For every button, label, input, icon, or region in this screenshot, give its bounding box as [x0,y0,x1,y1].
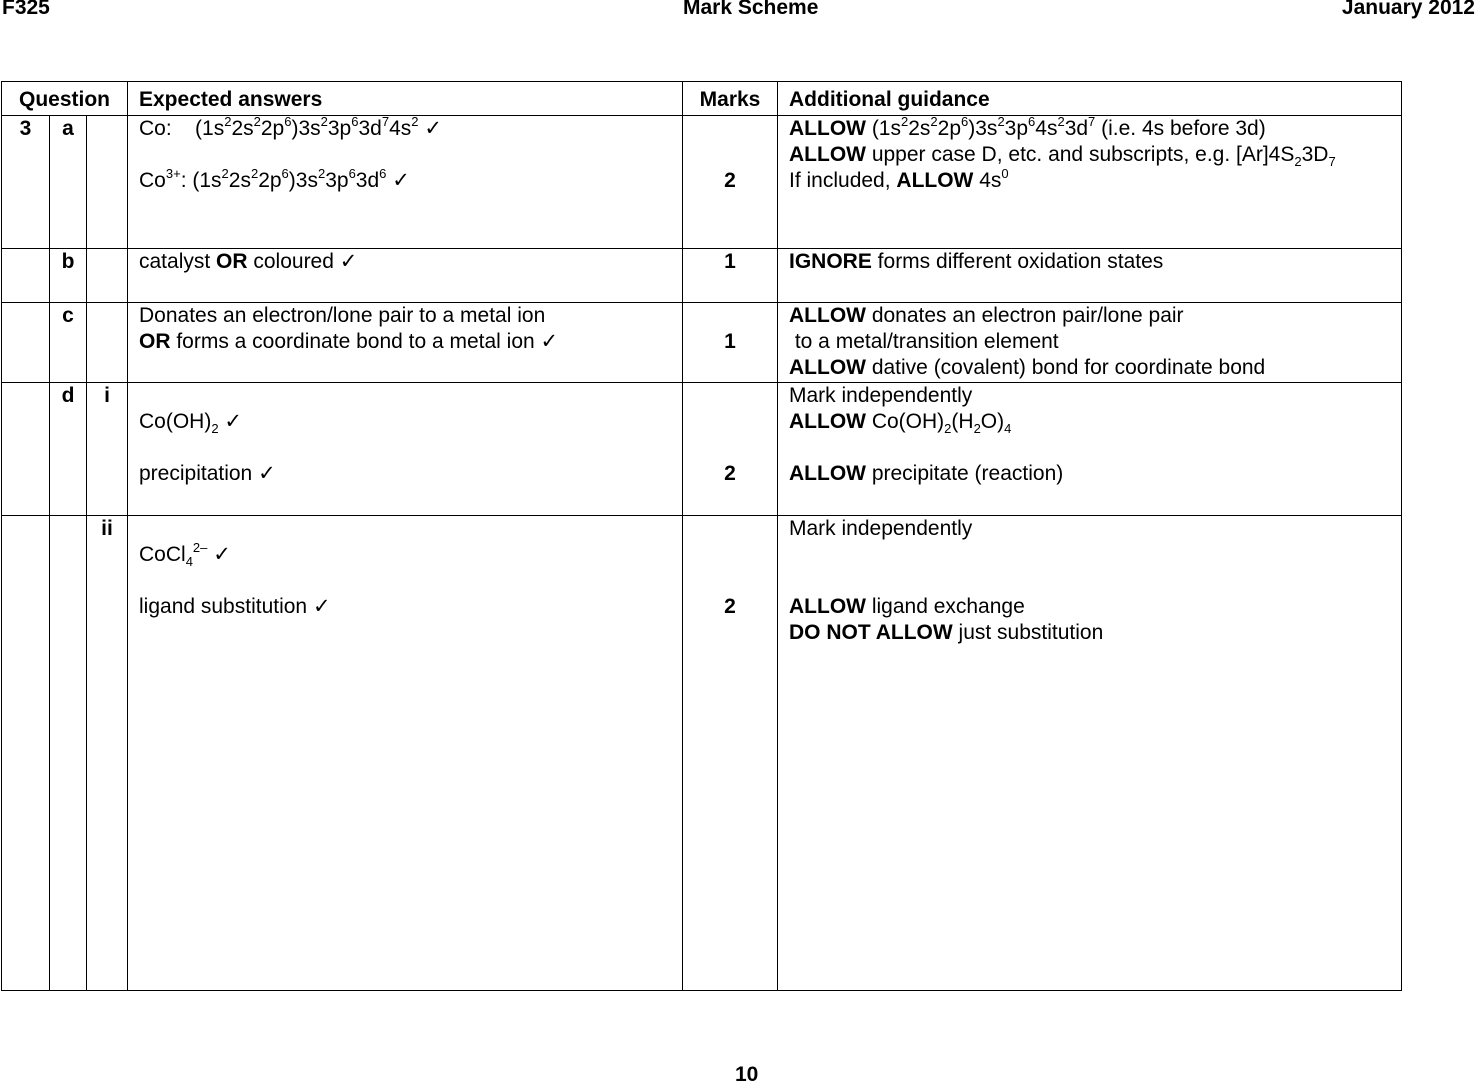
expected-answer: Donates an electron/lone pair to a metal ion OR forms a coordinate bond to a metal ion ✓ [128,303,683,383]
co3-configuration: $Co^{3+}$: $(1s^22s^22p^6)3s^23p^63d^6$ ✓ [139,166,410,192]
table-row [2,516,1402,991]
table-row [2,383,1402,516]
question-subpart: ii [87,516,128,991]
column-header-expected: Expected answers [128,82,683,116]
co-configuration: Co: $(1s^22s^22p^6)3s^23p^63d^74s^2$ ✓ [139,114,442,140]
column-header-question: Question [2,82,128,116]
guidance-cell: ALLOW $(1s^22s^22p^6)3s^23p^64s^23d^7$ (i.e. 4s before 3d) ALLOW upper case D, etc. and subscripts, e.g. $[Ar]4S_23D_7$ If included, ALLOW $4s^0$ [778,116,1402,249]
expected-answer: catalyst OR coloured ✓ [128,249,683,303]
expected-answer: CoCl$_4^{2-}$ ✓ ligand substitution ✓ [128,516,683,991]
question-subpart [87,116,128,249]
question-part: d [50,383,87,516]
table-row [2,249,1402,303]
guidance-cell: ALLOW donates an electron pair/lone pair to a metal/transition element ALLOW dative (covalent) bond for coordinate bond [778,303,1402,383]
guidance-cell: Mark independently ALLOW ligand exchange DO NOT ALLOW just substitution [778,516,1402,991]
column-header-marks: Marks [683,82,778,116]
guidance-cell: Mark independently ALLOW $Co(OH)_2(H_2O)_4$ ALLOW precipitate (reaction) [778,383,1402,516]
table-header-row [2,82,1402,116]
table-row [2,303,1402,383]
guidance-cell: IGNORE forms different oxidation states [778,249,1402,303]
marks-cell: 2 [683,516,778,991]
page-number: 10 [735,1063,759,1086]
column-header-guidance: Additional guidance [778,82,1402,116]
table-row [2,116,1402,249]
question-number: 3 [2,116,50,249]
header-date: January 2012 [1341,0,1475,19]
header-title: Mark Scheme [683,0,819,19]
marks-cell: 1 [683,303,778,383]
marks-cell: 1 [683,249,778,303]
marks-cell: 2 [683,116,778,249]
mark-scheme-table [1,81,1402,991]
question-subpart: i [87,383,128,516]
marks-cell: 2 [683,383,778,516]
header-code: F325 [2,0,50,19]
expected-answer [128,116,683,249]
question-part: b [50,249,87,303]
question-part: a [50,116,87,249]
expected-answer: $Co(OH)_2$ ✓ precipitation ✓ [128,383,683,516]
question-part: c [50,303,87,383]
